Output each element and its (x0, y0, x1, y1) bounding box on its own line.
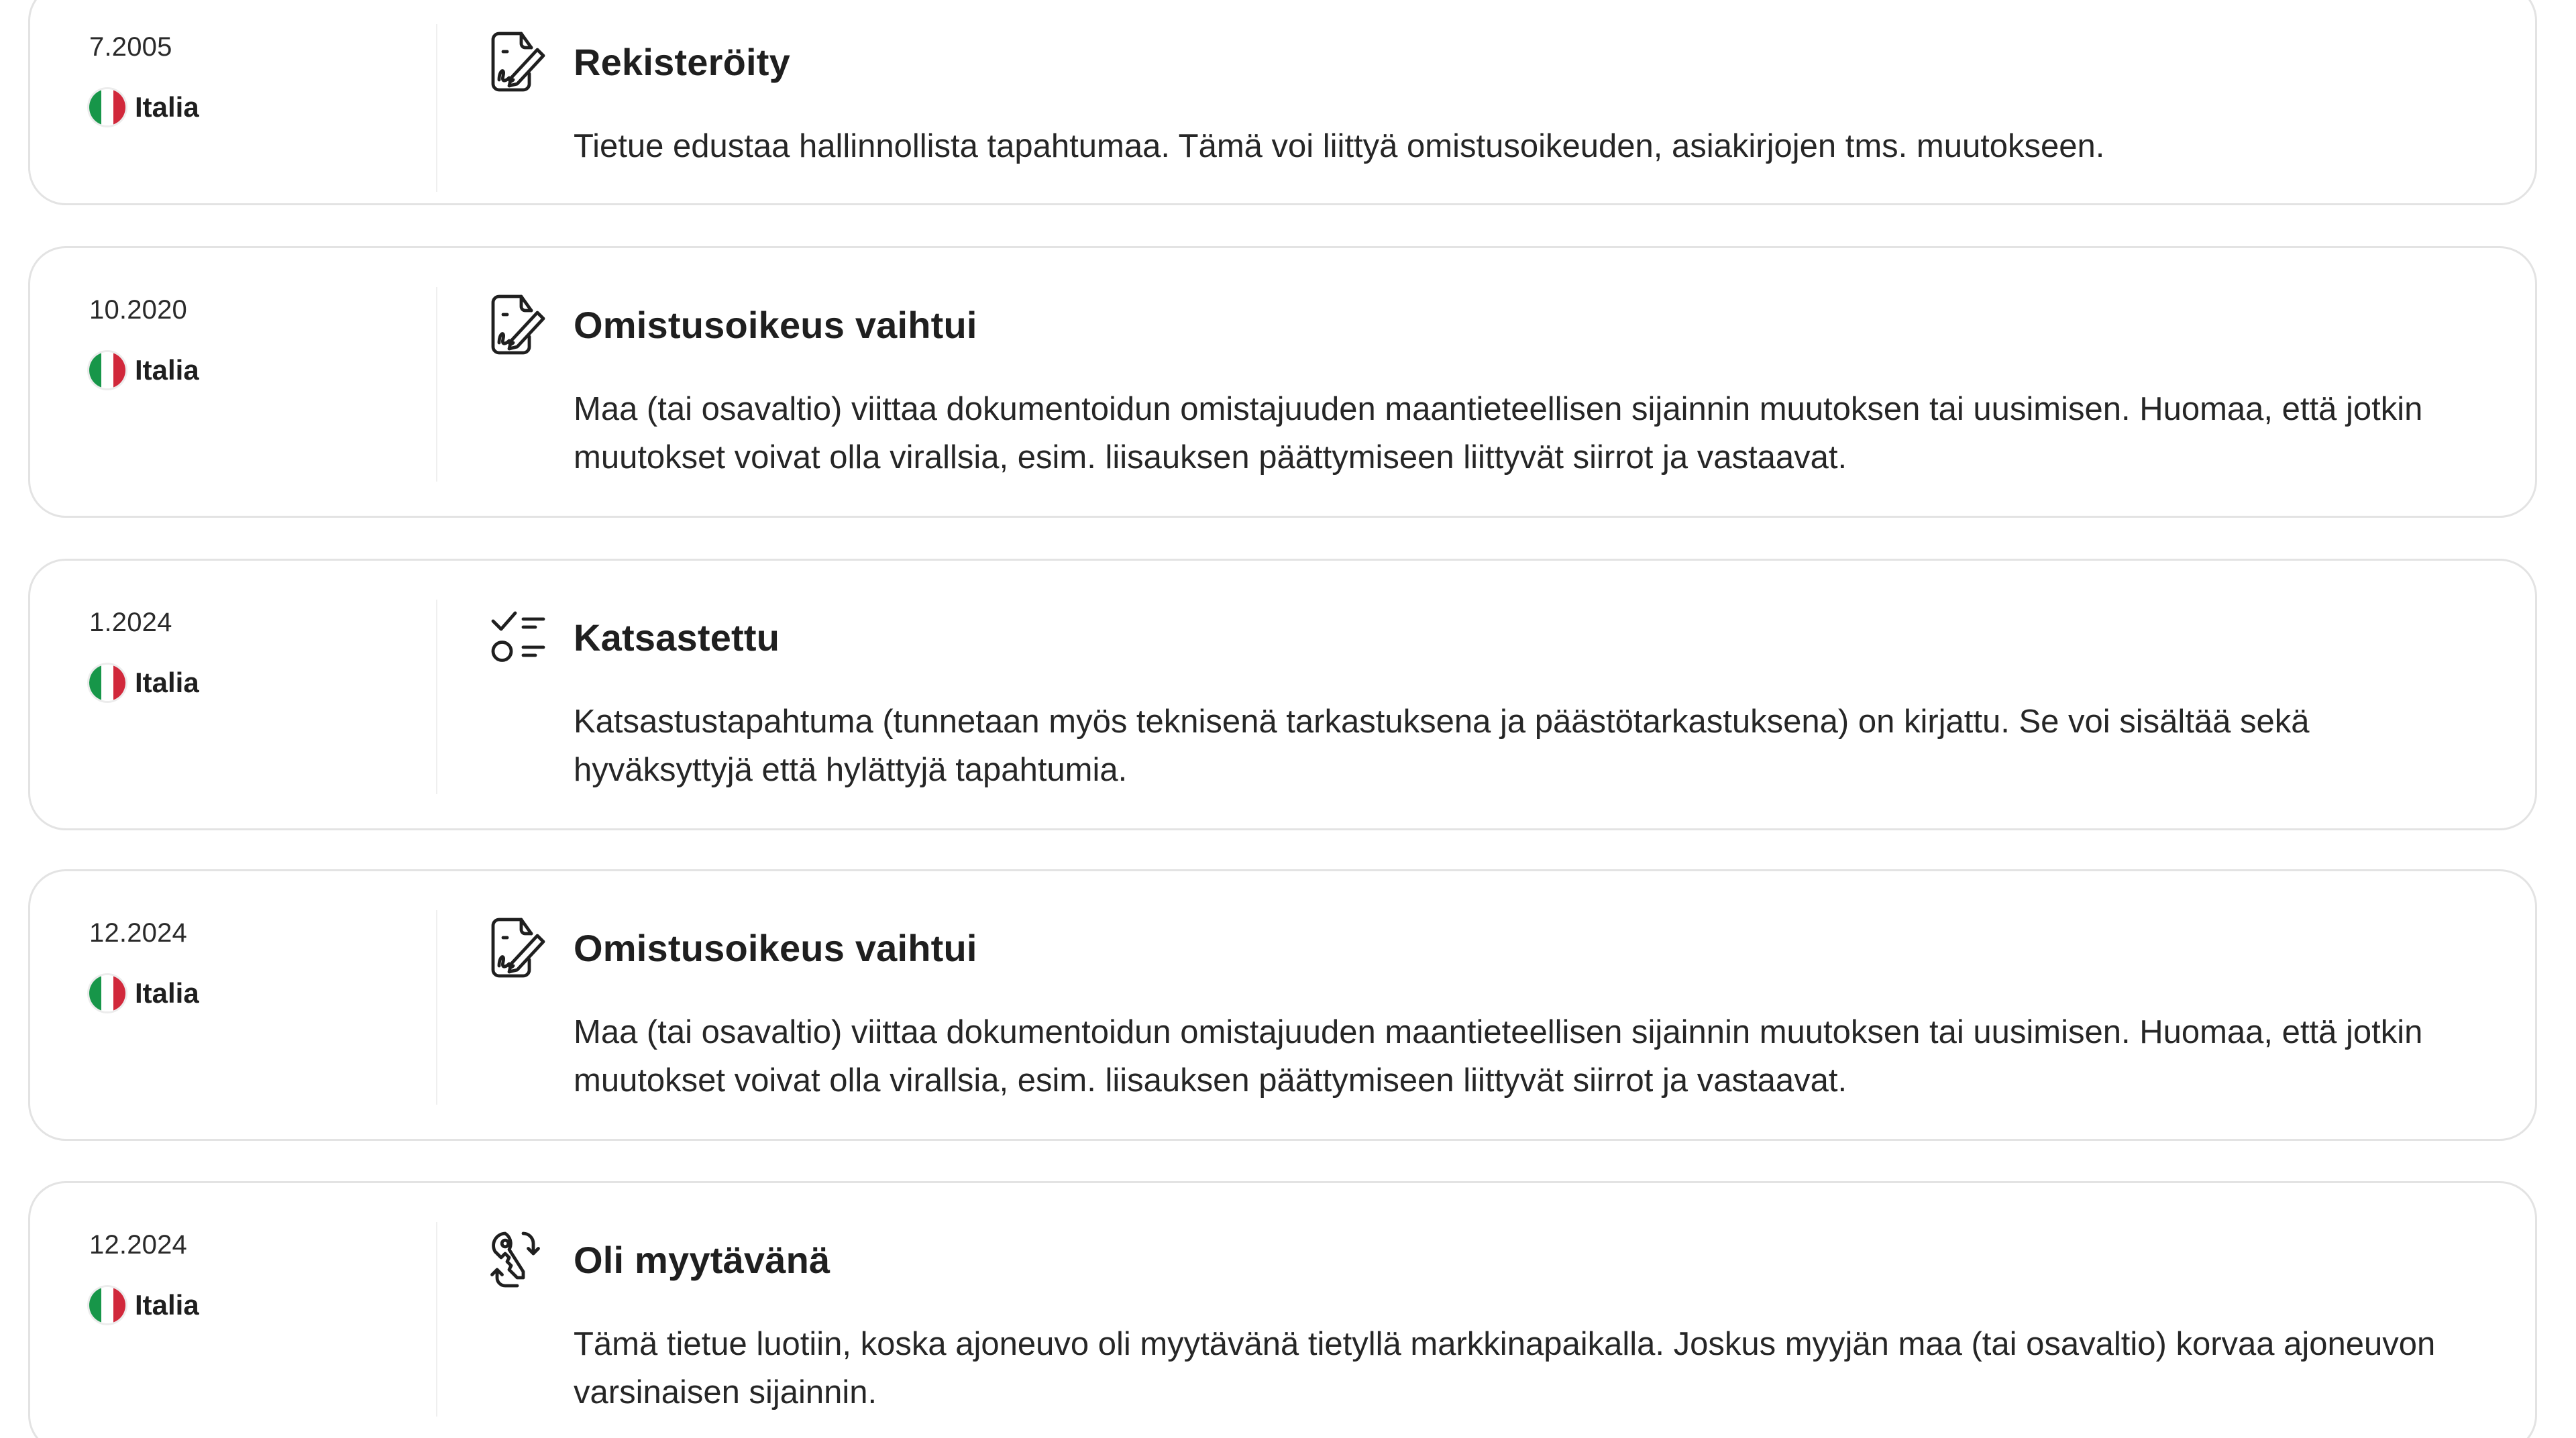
country-name: Italia (135, 91, 199, 123)
timeline-card (28, 246, 2537, 518)
event-body (489, 604, 2475, 794)
event-title: Omistusoikeus vaihtui (574, 926, 977, 969)
italy-flag-icon (89, 975, 125, 1011)
card-divider (436, 287, 437, 482)
event-description: Katsastustapahtuma (tunnetaan myös teknisenä tarkastuksena ja päästötarkastuksena) on kirjattu. Se voi sisältää sekä hyväksyttyjä että hylättyjä tapahtumia. (574, 704, 2310, 788)
italy-flag-icon (89, 352, 125, 388)
country-name: Italia (135, 977, 199, 1009)
event-meta (89, 294, 438, 390)
event-country (89, 87, 438, 127)
event-meta (89, 31, 438, 127)
timeline-card (28, 559, 2537, 830)
event-date: 12.2024 (89, 918, 187, 948)
event-description: Maa (tai osavaltio) viittaa dokumentoidun omistajuuden maantieteellisen sijainnin muutoksen tai uusimisen. Huomaa, että jotkin muutokset voivat olla virallsia, esim. liisauksen päättymiseen liittyvät siirrot ja vastaavat. (574, 1014, 2423, 1099)
event-description: Tietue edustaa hallinnollista tapahtumaa. Tämä voi liittyä omistusoikeuden, asiakirjojen tms. muutokseen. (574, 128, 2105, 164)
event-meta (89, 917, 438, 1013)
event-date: 7.2005 (89, 32, 172, 62)
event-date: 10.2020 (89, 295, 187, 325)
country-name: Italia (135, 354, 199, 386)
event-description: Maa (tai osavaltio) viittaa dokumentoidun omistajuuden maantieteellisen sijainnin muutoksen tai uusimisen. Huomaa, että jotkin muutokset voivat olla virallsia, esim. liisauksen päättymiseen liittyvät siirrot ja vastaavat. (574, 391, 2423, 476)
event-country (89, 973, 438, 1013)
card-divider (436, 600, 437, 794)
event-header (489, 914, 2475, 981)
event-title: Katsastettu (574, 616, 780, 659)
document-signature-icon (489, 916, 551, 980)
event-body (489, 914, 2475, 1105)
event-header (489, 1226, 2475, 1293)
event-country (89, 663, 438, 703)
event-country (89, 1285, 438, 1325)
card-divider (436, 24, 437, 192)
card-divider (436, 910, 437, 1105)
card-divider (436, 1222, 437, 1417)
event-meta (89, 606, 438, 703)
timeline-card (28, 0, 2537, 205)
key-exchange-icon (489, 1227, 551, 1292)
event-header (489, 604, 2475, 671)
event-country (89, 350, 438, 390)
checklist-icon (489, 605, 551, 669)
country-name: Italia (135, 1289, 199, 1321)
event-date: 12.2024 (89, 1230, 187, 1260)
event-header (489, 28, 2475, 95)
timeline-card (28, 869, 2537, 1141)
italy-flag-icon (89, 665, 125, 701)
event-header (489, 291, 2475, 358)
event-body (489, 28, 2475, 170)
event-body (489, 291, 2475, 482)
timeline-card (28, 1181, 2537, 1438)
event-meta (89, 1229, 438, 1325)
document-signature-icon (489, 292, 551, 357)
event-body (489, 1226, 2475, 1417)
italy-flag-icon (89, 1287, 125, 1323)
italy-flag-icon (89, 89, 125, 125)
event-date: 1.2024 (89, 608, 172, 637)
document-signature-icon (489, 30, 551, 94)
event-description: Tämä tietue luotiin, koska ajoneuvo oli myytävänä tietyllä markkinapaikalla. Joskus myyjän maa (tai osavaltio) korvaa ajoneuvon varsinaisen sijainnin. (574, 1326, 2436, 1411)
event-title: Rekisteröity (574, 40, 790, 83)
country-name: Italia (135, 667, 199, 698)
event-title: Oli myytävänä (574, 1238, 830, 1281)
event-title: Omistusoikeus vaihtui (574, 303, 977, 346)
